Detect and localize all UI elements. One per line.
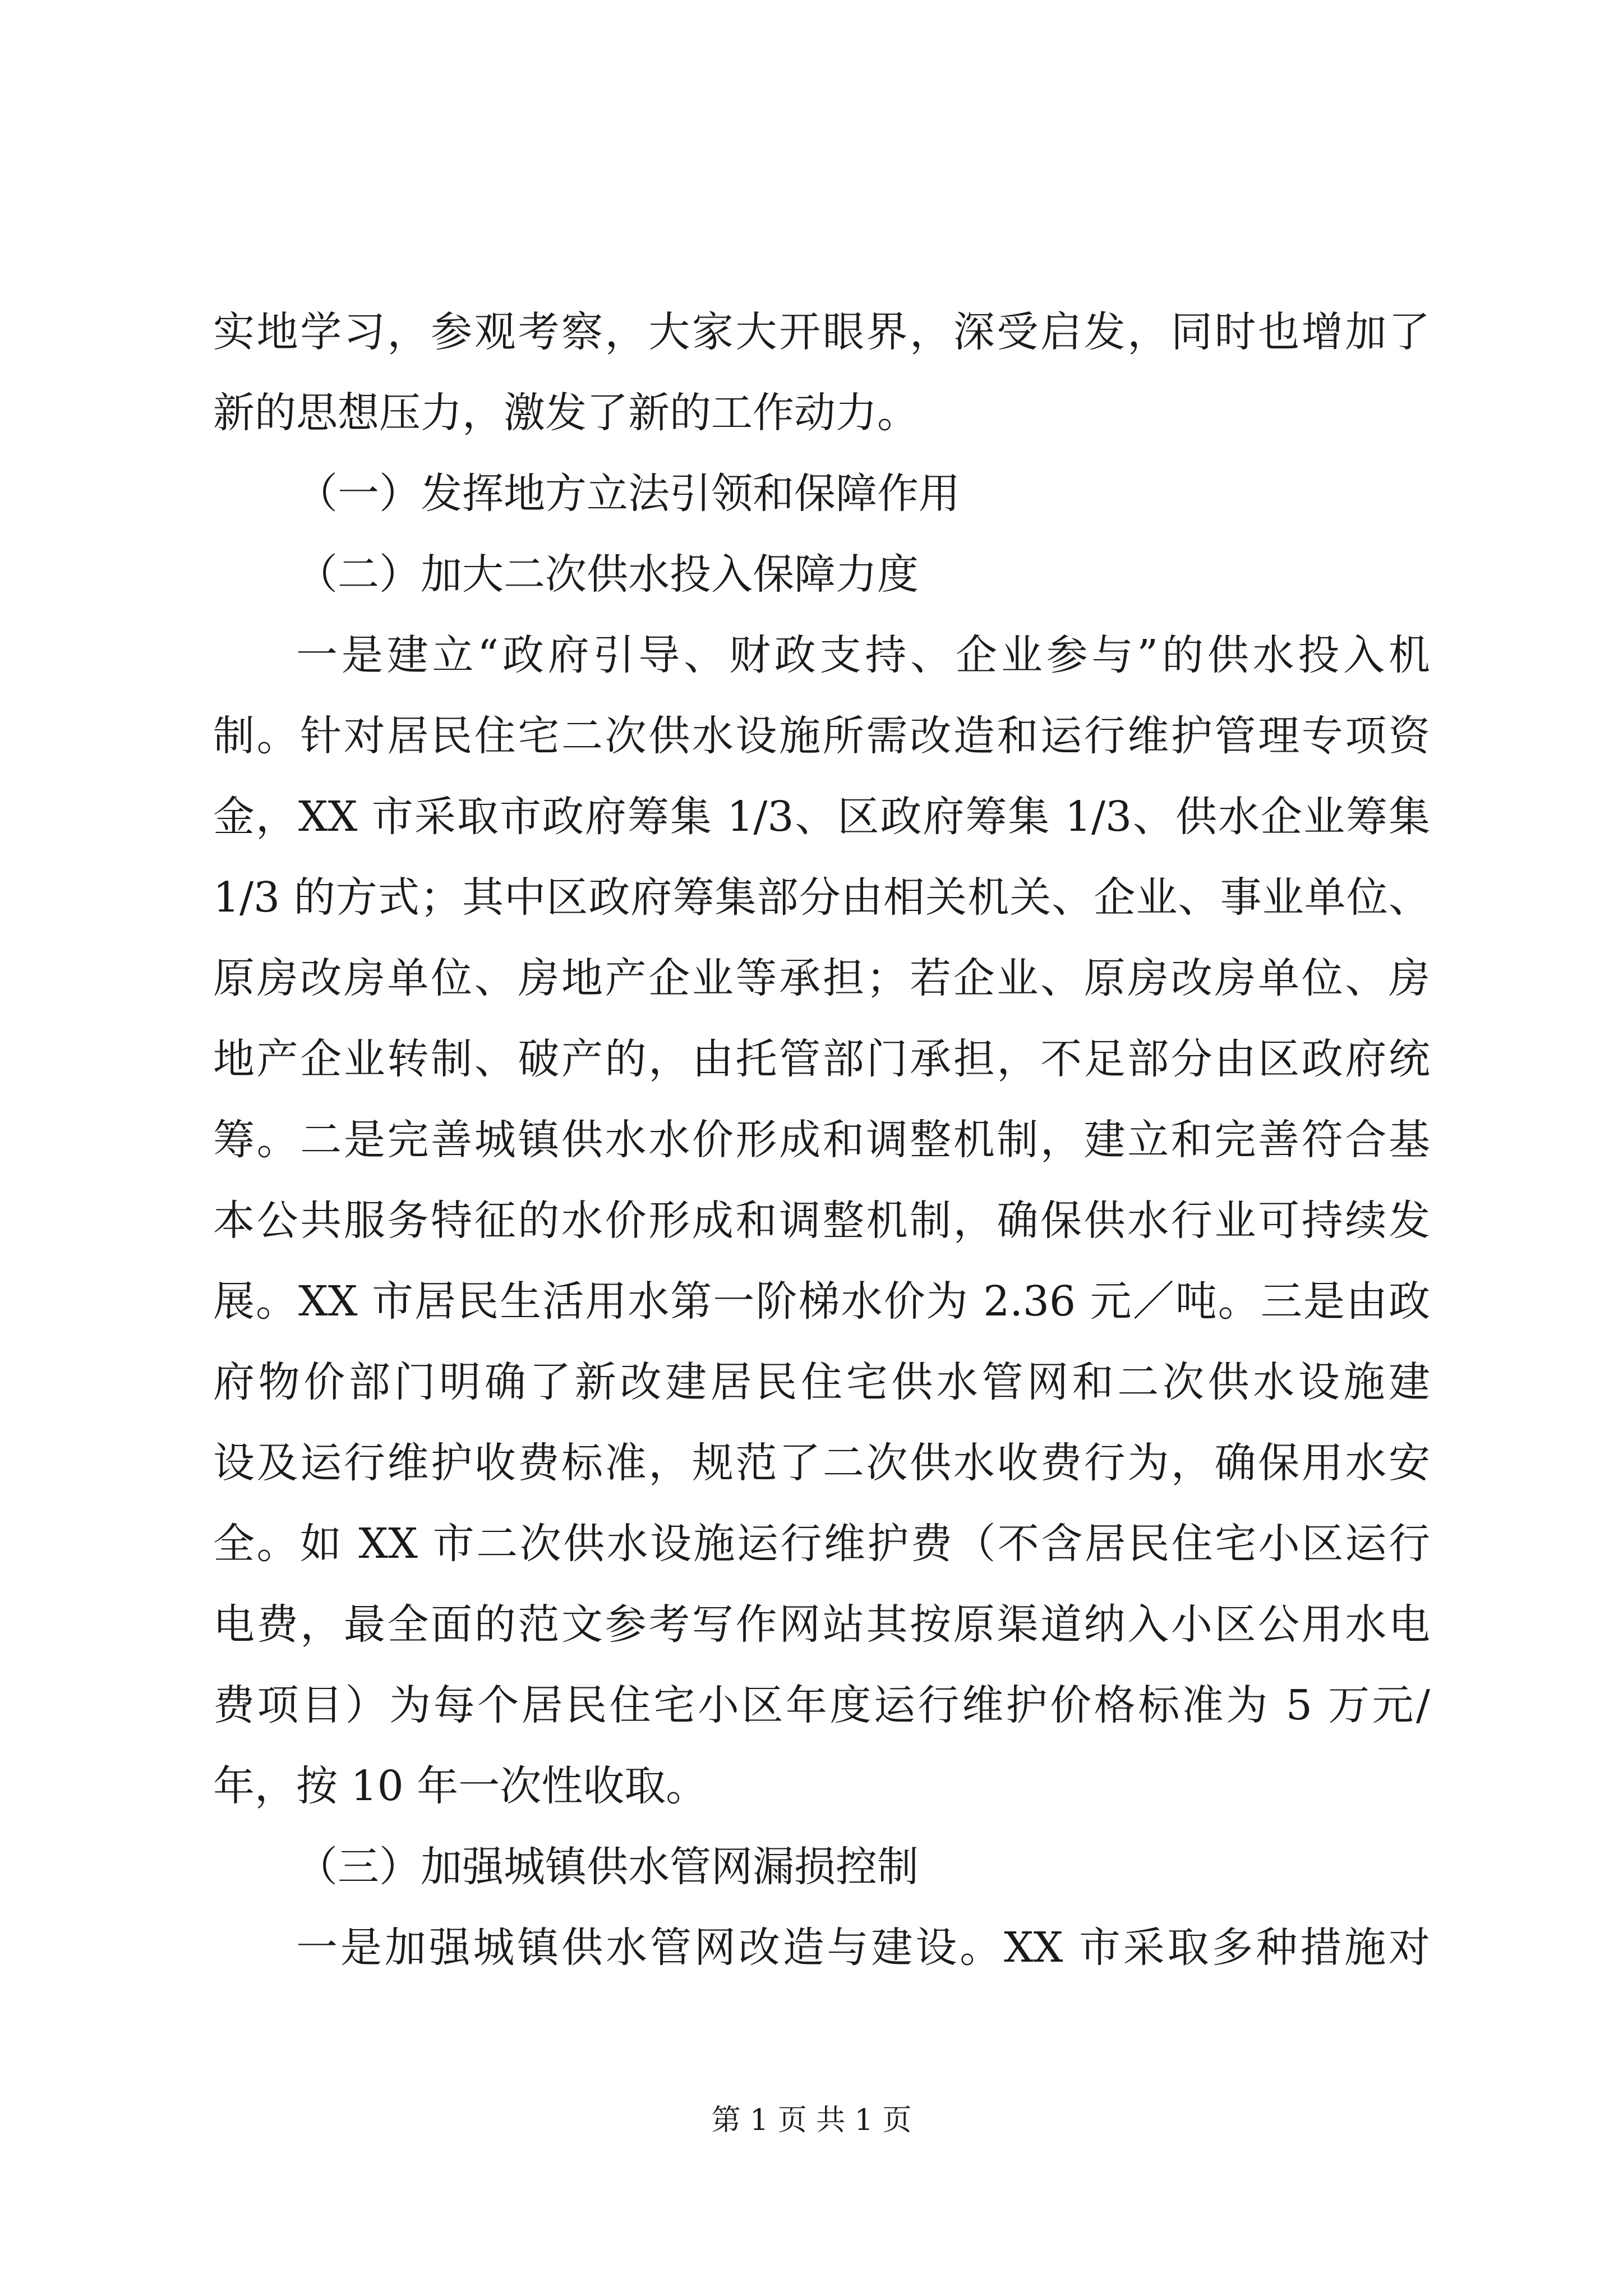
text-line: 费项目）为每个居民住宅小区年度运行维护价格标准为 5 万元/ <box>213 1681 1430 1729</box>
text-line: 设及运行维护收费标准，规范了二次供水收费行为，确保用水安 <box>213 1439 1430 1487</box>
document-body <box>213 292 1430 1988</box>
text-line: 实地学习，参观考察，大家大开眼界，深受启发，同时也增加了 <box>213 308 1430 356</box>
text-line: 新的思想压力，激发了新的工作动力。 <box>213 389 919 437</box>
text-line: 展。XX 市居民生活用水第一阶梯水价为 2.36 元／吨。三是由政 <box>213 1277 1430 1326</box>
text-line: 本公共服务特征的水价形成和调整机制，确保供水行业可持续发 <box>213 1197 1430 1245</box>
text-line: 一是加强城镇供水管网改造与建设。XX 市采取多种措施对 <box>296 1924 1430 1972</box>
text-line: 全。如 XX 市二次供水设施运行维护费（不含居民住宅小区运行 <box>213 1520 1430 1568</box>
text-line: 电费，最全面的范文参考写作网站其按原渠道纳入小区公用水电 <box>213 1600 1430 1649</box>
text-line: 金，XX 市采取市政府筹集 1/3、区政府筹集 1/3、供水企业筹集 <box>213 793 1430 841</box>
text-line: 一是建立“政府引导、财政支持、企业参与”的供水投入机 <box>296 631 1430 679</box>
text-line: 府物价部门明确了新改建居民住宅供水管网和二次供水设施建 <box>213 1358 1430 1406</box>
text-line: 年，按 10 年一次性收取。 <box>213 1762 708 1810</box>
text-line: 1/3 的方式；其中区政府筹集部分由相关机关、企业、事业单位、 <box>213 873 1430 922</box>
text-line: （一）发挥地方立法引领和保障作用 <box>296 470 960 518</box>
text-line: （二）加大二次供水投入保障力度 <box>296 550 919 599</box>
page-footer: 第 1 页 共 1 页 <box>711 2104 912 2137</box>
text-line: 地产企业转制、破产的，由托管部门承担，不足部分由区政府统 <box>213 1035 1430 1083</box>
text-line: 制。针对居民住宅二次供水设施所需改造和运行维护管理专项资 <box>213 712 1430 760</box>
text-line: 原房改房单位、房地产企业等承担；若企业、原房改房单位、房 <box>213 954 1430 1002</box>
text-line: （三）加强城镇供水管网漏损控制 <box>296 1843 919 1891</box>
text-line: 筹。二是完善城镇供水水价形成和调整机制，建立和完善符合基 <box>213 1116 1430 1164</box>
